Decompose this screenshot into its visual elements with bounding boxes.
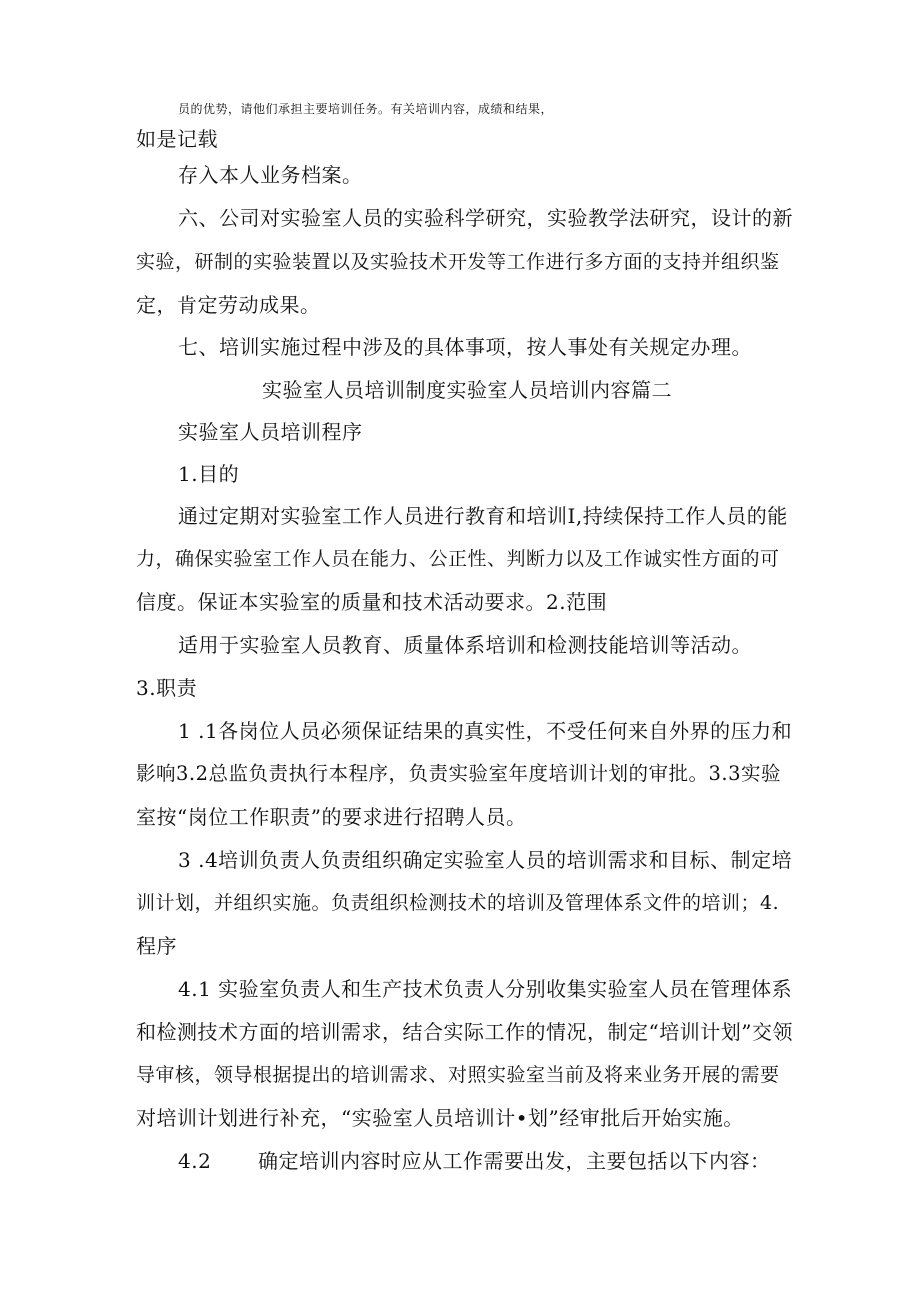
text-line: 六、公司对实验室人员的实验科学研究，实验教学法研究，设计的新 bbox=[178, 206, 793, 230]
section-number: 4.2 bbox=[178, 1149, 212, 1173]
text-line: 员的优势，请他们承担主要培训任务。有关培训内容，成绩和结果， bbox=[178, 102, 554, 116]
text-line: 和检测技术方面的培训需求，结合实际工作的情况，制定“培训计划”交领 bbox=[136, 1020, 793, 1044]
text-line: 1 .1各岗位人员必须保证结果的真实性，不受任何来自外界的压力和 bbox=[178, 719, 793, 743]
text-line: 影响3.2总监负责执行本程序，负责实验室年度培训计划的审批。3.3实验 bbox=[136, 762, 782, 785]
text-line: 3 .4培训负责人负责组织确定实验室人员的培训需求和目标、制定培 bbox=[178, 848, 793, 872]
section-heading: 实验室人员培训制度实验室人员培训内容篇二 bbox=[262, 378, 672, 402]
text-line: 导审核，领导根据提出的培训需求、对照实验室当前及将来业务开展的需要 bbox=[136, 1064, 780, 1086]
text-line: 适用于实验室人员教育、质量体系培训和检测技能培训等活动。 bbox=[178, 633, 752, 657]
text-line: 信度。保证本实验室的质量和技术活动要求。2.范围 bbox=[136, 590, 608, 614]
text-line: 4.1 实验室负责人和生产技术负责人分别收集实验室人员在管理体系 bbox=[178, 977, 793, 1001]
text-line: 室按“岗位工作职责”的要求进行招聘人员。 bbox=[136, 805, 527, 829]
text-line: 实验室人员培训程序 bbox=[178, 420, 363, 444]
text-line: 程序 bbox=[136, 934, 177, 958]
text-line: 存入本人业务档案。 bbox=[178, 163, 363, 187]
text-line: 实验，研制的实验装置以及实验技术开发等工作进行多方面的支持并组织鉴 bbox=[136, 251, 780, 273]
text-line: 七、培训实施过程中涉及的具体事项，按人事处有关规定办理。 bbox=[178, 335, 752, 359]
text-line: 确定培训内容时应从工作需要出发，主要包括以下内容： bbox=[258, 1149, 771, 1173]
text-line: 训计划，并组织实施。负责组织检测技术的培训及管理体系文件的培训；4. bbox=[136, 892, 780, 914]
text-line: 如是记载 bbox=[136, 127, 218, 151]
text-line: 3.职责 bbox=[136, 676, 198, 700]
text-line: 通过定期对实验室工作人员进行教育和培训I,持续保持工作人员的能 bbox=[178, 504, 788, 528]
text-line: 1.目的 bbox=[178, 462, 240, 486]
text-line: 力，确保实验室工作人员在能力、公正性、判断力以及工作诚实性方面的可 bbox=[136, 548, 780, 570]
text-line: 定，肯定劳动成果。 bbox=[136, 293, 321, 317]
text-line: 对培训计划进行补充，“实验室人员培训计•划”经审批后开始实施。 bbox=[136, 1106, 744, 1130]
